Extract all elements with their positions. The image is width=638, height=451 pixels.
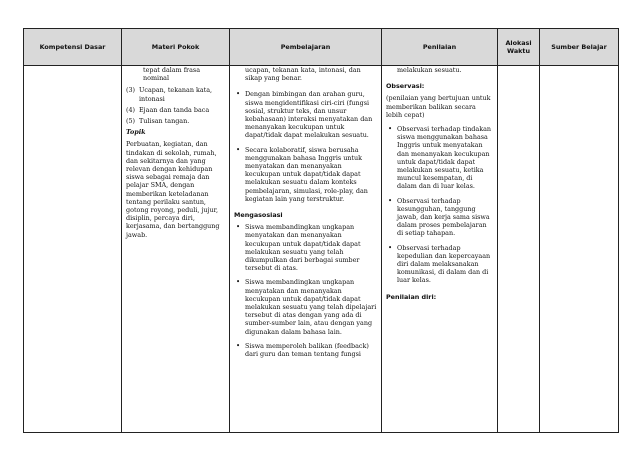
mengasosiasi-bullet: • Siswa membandingkan ungkapan menyatakan dan menanyakan kecukupan untuk dapat/tidak dapat melakukan sesuatu yang telah dipelajari tersebut di atas dengan yang ada di sumber-sumber lain, atau dengan yang digunakan dalam bahasa lain. <box>234 278 377 335</box>
header-alokasi-waktu: Alokasi Waktu <box>498 29 540 66</box>
materi-list <box>126 86 225 125</box>
header-penilaian: Penilaian <box>382 29 498 66</box>
observasi-intro: (penilaian yang bertujuan untuk memberikan balikan secara lebih cepat) <box>386 94 491 119</box>
cell-materi-pokok <box>122 66 230 433</box>
topik-text: Perbuatan, kegiatan, dan tindakan di sekolah, rumah, dan sekitarnya dan yang relevan dengan kehidupan siswa sebagai remaja dan pelajar SMA, dengan memberikan keteladanan tentang perilaku santun, gotong royong, peduli, jujur, disiplin, percaya diri, kerjasama, dan bertanggung jawab. <box>126 140 220 239</box>
observasi-bullet: • Observasi terhadap kepedulian dan kepercayaan diri dalam melaksanakan komunikasi, di dalam dan di luar kelas. <box>386 244 493 285</box>
topik-heading: Topik <box>126 128 146 137</box>
mengasosiasi-heading: Mengasosiasi <box>234 211 283 220</box>
penilaian-diri-heading: Penilaian diri: <box>386 292 437 301</box>
header-row <box>24 29 619 66</box>
cell-alokasi-waktu <box>498 66 540 433</box>
header-sumber-belajar: Sumber Belajar <box>540 29 619 66</box>
mengasosiasi-bullet: • Siswa memperoleh balikan (feedback) dari guru dan teman tentang fungsi <box>234 342 377 358</box>
mengasosiasi-bullets <box>234 223 377 358</box>
materi-item <box>126 117 225 125</box>
materi-item-text: Ucapan, tekanan kata, intonasi <box>139 86 213 103</box>
cell-kompetensi-dasar <box>24 66 122 433</box>
cell-penilaian <box>382 66 498 433</box>
header-pembelajaran: Pembelajaran <box>230 29 382 66</box>
content-row <box>24 66 619 433</box>
curriculum-table-page <box>23 28 618 433</box>
observasi-bullets <box>386 125 493 285</box>
materi-item <box>126 106 225 114</box>
header-materi-pokok: Materi Pokok <box>122 29 230 66</box>
pembelajaran-continuation: ucapan, tekanan kata, intonasi, dan sikap yang benar. <box>245 66 361 83</box>
materi-item <box>126 86 225 102</box>
materi-item-text: Ejaan dan tanda baca <box>139 105 210 114</box>
observasi-heading: Observasi: <box>386 82 425 91</box>
pembelajaran-bullet: • Secara kolaboratif, siswa berusaha menggunakan bahasa Inggris untuk menyatakan dan menanyakan kecukupan untuk dapat/tidak dapat melakukan sesuatu dalam konteks pembelajaran, simulasi, role-play, dan kegiatan lain yang terstruktur. <box>234 146 377 203</box>
curriculum-table <box>23 28 619 433</box>
materi-item-number: (3) <box>126 86 136 95</box>
materi-item-text: Tulisan tangan. <box>139 117 190 126</box>
cell-pembelajaran <box>230 66 382 433</box>
mengasosiasi-bullet: • Siswa membandingkan ungkapan menyatakan dan menanyakan kecukupan untuk dapat/tidak dapat melakukan sesuatu yang telah dikumpulkan dari berbagai sumber tersebut di atas. <box>234 223 377 272</box>
materi-item-number: (5) <box>126 117 136 126</box>
materi-item-number: (4) <box>126 105 136 114</box>
header-kompetensi-dasar: Kompetensi Dasar <box>24 29 122 66</box>
materi-continuation: tepat dalam frasa nominal <box>143 66 201 83</box>
pembelajaran-bullets <box>234 90 377 203</box>
observasi-bullet: • Observasi terhadap kesungguhan, tanggung jawab, dan kerja sama siswa dalam proses pembelajaran di setiap tahapan. <box>386 197 493 238</box>
pembelajaran-bullet: • Dengan bimbingan dan arahan guru, siswa mengidentifikasi ciri-ciri (fungsi sosial, struktur teks, dan unsur kebahasaan) interaksi menyatakan dan menanyakan kecukupan untuk dapat/tidak dapat melakukan sesuatu. <box>234 90 377 139</box>
observasi-bullet: • Observasi terhadap tindakan siswa menggunakan bahasa Inggris untuk menyatakan dan menanyakan kecukupan untuk dapat/tidak dapat melakukan sesuatu, ketika muncul kesempatan, di dalam dan di luar kelas. <box>386 125 493 191</box>
penilaian-continuation: melakukan sesuatu. <box>397 66 462 74</box>
cell-sumber-belajar <box>540 66 619 433</box>
